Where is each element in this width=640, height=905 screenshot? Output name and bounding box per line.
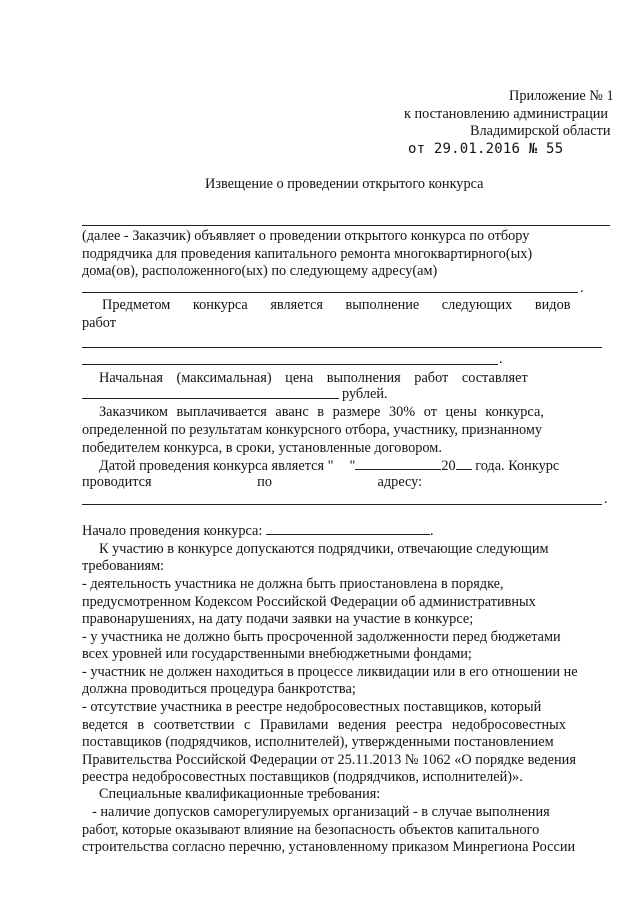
p6-start: Начало проведения конкурса: . xyxy=(82,523,434,539)
period: . xyxy=(499,351,503,367)
price-blank xyxy=(82,398,339,399)
req2-line2: всех уровней или государственными внебюджетными фондами; xyxy=(82,646,472,662)
p5-quote: " xyxy=(349,458,356,474)
req1-line1: - деятельность участника не должна быть приостановлена в порядке, xyxy=(82,576,504,592)
start-label: Начало проведения конкурса: xyxy=(82,523,263,539)
p5-date-outro: года. Конкурс xyxy=(475,458,560,474)
venue-blank xyxy=(82,504,602,505)
req4-line3: поставщиков (подрядчиков, исполнителей), утвержденными постановлением xyxy=(82,734,554,750)
special-line2: работ, которые оказывают влияние на безопасность объектов капитального xyxy=(82,822,540,838)
period: . xyxy=(580,280,584,296)
req4-line4: Правительства Российской Федерации от 25.11.2013 № 1062 «О порядке ведения xyxy=(82,752,576,768)
year-blank xyxy=(456,456,472,470)
p6-line1: К участию в конкурсе допускаются подрядчики, отвечающие следующим xyxy=(99,541,549,557)
req3-line2: должна проводиться процедура банкротства; xyxy=(82,681,356,697)
p3-line1: Начальная (максимальная) цена выполнения работ составляет xyxy=(99,370,528,386)
req2-line1: - у участника не должно быть просроченной задолженности перед бюджетами xyxy=(82,629,561,645)
p6-line2: требованиям: xyxy=(82,558,165,574)
req1-line3: правонарушениях, на дату подачи заявки на участие в конкурсе; xyxy=(82,611,474,627)
p2-line2: работ xyxy=(82,315,116,331)
period: . xyxy=(604,491,608,507)
special-line1: - наличие допусков саморегулируемых организаций - в случае выполнения xyxy=(92,804,550,820)
p1-line3-text: дома(ов), расположенного(ых) по следующему адресу(ам) xyxy=(82,263,438,279)
req3-line1: - участник не должен находиться в процессе ликвидации или в его отношении не xyxy=(82,664,578,680)
p4-line1: Заказчиком выплачивается аванс в размере 30% от цены конкурса, xyxy=(99,404,544,420)
region-name: Владимирской области xyxy=(470,123,611,139)
p1-line2: подрядчика для проведения капитального ремонта многоквартирного(ых) xyxy=(82,246,533,262)
special-heading: Специальные квалификационные требования: xyxy=(99,786,381,802)
address-blank xyxy=(82,292,578,293)
document-title: Извещение о проведении открытого конкурса xyxy=(205,176,484,192)
p5-date-intro: Датой проведения конкурса является " xyxy=(99,458,334,474)
p1-line3 xyxy=(82,262,544,280)
works-blank-1 xyxy=(82,347,602,348)
customer-name-blank xyxy=(82,225,610,226)
month-blank xyxy=(355,456,441,470)
special-line3: строительства согласно перечню, установленному приказом Минрегиона России xyxy=(82,839,576,855)
resolution-date-stamp: от 29.01.2016 № 55 xyxy=(408,141,564,157)
req1-line2: предусмотренном Кодексом Российской Федерации об административных xyxy=(82,594,536,610)
p5-year-prefix: 20 xyxy=(441,458,456,474)
p5-line2: проводится по адресу: xyxy=(82,474,423,490)
appendix-number: Приложение № 1 xyxy=(509,88,614,104)
p4-line2: определенной по результатам конкурсного отбора, участнику, признанному xyxy=(82,422,543,438)
p3-line2: рублей. xyxy=(342,386,388,402)
p4-line3: победителем конкурса, в сроки, установленные договором. xyxy=(82,440,442,456)
start-blank xyxy=(266,521,430,535)
req4-line1: - отсутствие участника в реестре недобросовестных поставщиков, который xyxy=(82,699,542,715)
req4-line2: ведется в соответствии с Правилами ведения реестра недобросовестных xyxy=(82,717,566,733)
p1-line1: (далее - Заказчик) объявляет о проведении открытого конкурса по отбору xyxy=(82,228,530,244)
req4-line5: реестра недобросовестных поставщиков (подрядчиков, исполнителей)». xyxy=(82,769,523,785)
resolution-reference: к постановлению администрации xyxy=(404,106,609,122)
works-blank-2 xyxy=(82,364,498,365)
p2-line1: Предметом конкурса является выполнение следующих видов xyxy=(102,297,571,313)
